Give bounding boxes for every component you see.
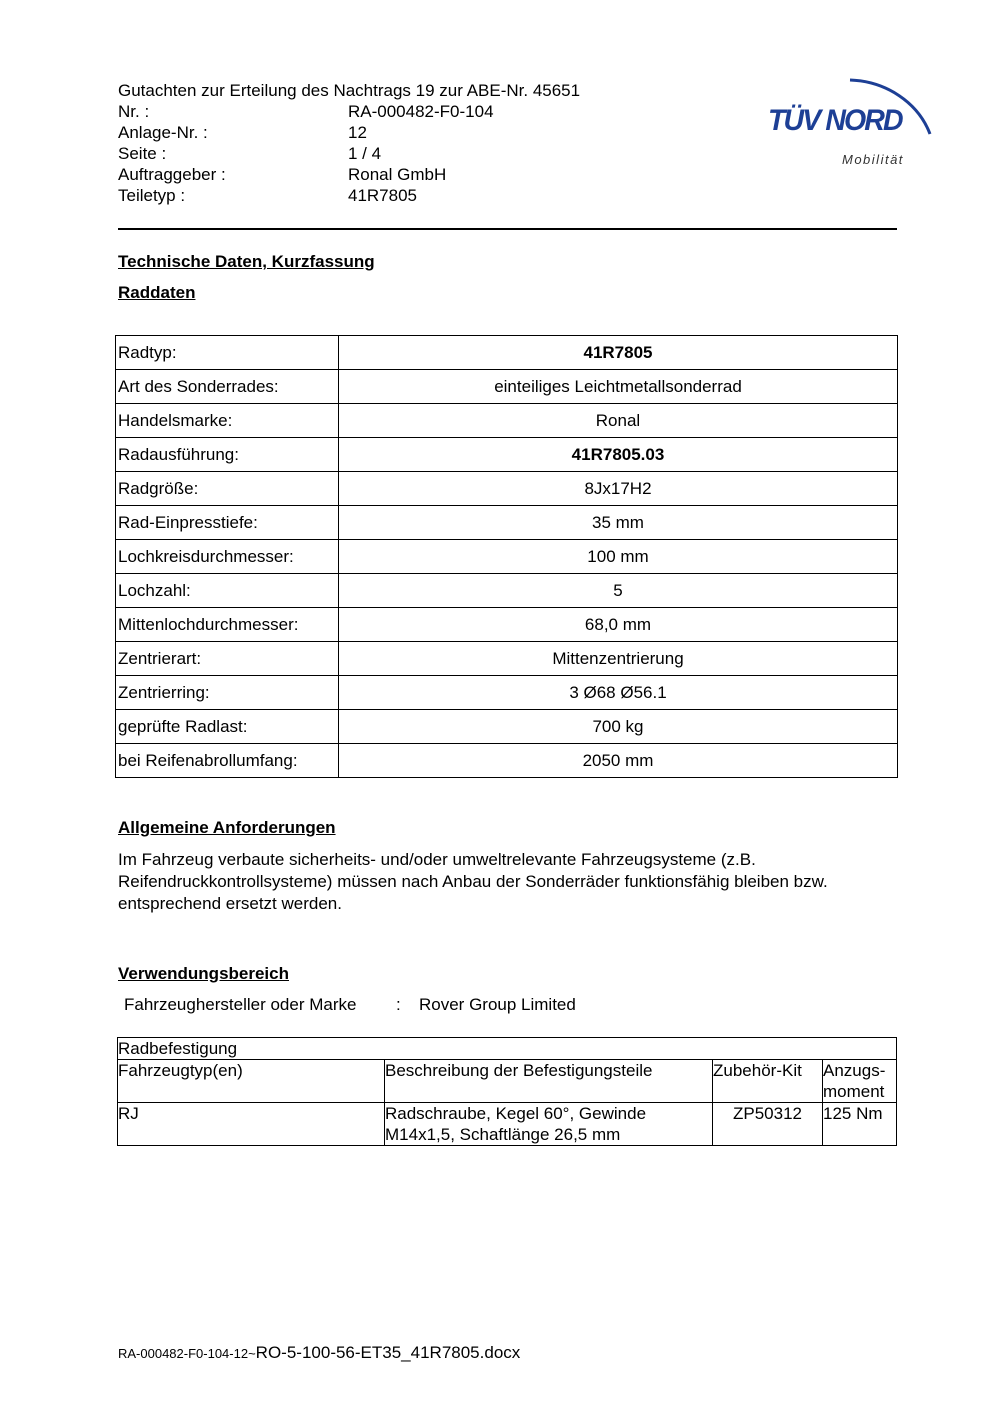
- table-row: [116, 370, 898, 404]
- spec-value: Ronal: [339, 404, 898, 438]
- wheel-fastening-table: [117, 1037, 897, 1146]
- meta-value: 12: [348, 123, 367, 142]
- fastening-table-title: Radbefestigung: [118, 1038, 897, 1060]
- meta-label: Auftraggeber :: [118, 165, 226, 184]
- spec-value: einteiliges Leichtmetallsonderrad: [339, 370, 898, 404]
- meta-label: Teiletyp :: [118, 186, 186, 205]
- column-header: Beschreibung der Befestigungsteile: [385, 1060, 713, 1103]
- spec-label: Art des Sonderrades:: [116, 370, 339, 404]
- spec-label: Radtyp:: [116, 336, 339, 370]
- manufacturer-separator: :: [396, 995, 401, 1014]
- spec-value: 2050 mm: [339, 744, 898, 778]
- meta-row-anlage: [118, 122, 580, 143]
- manufacturer-line: [124, 995, 576, 1015]
- table-row: [116, 540, 898, 574]
- spec-value: 5: [339, 574, 898, 608]
- spec-label: Lochzahl:: [116, 574, 339, 608]
- spec-label: Radausführung:: [116, 438, 339, 472]
- footer-filename: RO-5-100-56-ET35_41R7805.docx: [255, 1343, 521, 1362]
- section-heading-raddaten: Raddaten: [118, 283, 196, 302]
- spec-value: Mittenzentrierung: [339, 642, 898, 676]
- table-row: [116, 710, 898, 744]
- manufacturer-value: Rover Group Limited: [419, 995, 576, 1014]
- meta-row-auftraggeber: [118, 164, 580, 185]
- meta-label: Nr. :: [118, 102, 150, 121]
- spec-value: 41R7805: [339, 336, 898, 370]
- spec-label: Rad-Einpresstiefe:: [116, 506, 339, 540]
- spec-value: 35 mm: [339, 506, 898, 540]
- spec-value: 3 Ø68 Ø56.1: [339, 676, 898, 710]
- spec-value: 68,0 mm: [339, 608, 898, 642]
- table-row: [116, 506, 898, 540]
- meta-value: 41R7805: [348, 186, 418, 205]
- spec-label: Zentrierart:: [116, 642, 339, 676]
- table-row: [116, 438, 898, 472]
- tuev-nord-logo: [762, 56, 942, 171]
- table-row: [116, 336, 898, 370]
- column-header: Zubehör-Kit: [713, 1060, 823, 1103]
- wheel-data-table: [115, 335, 898, 778]
- meta-row-teiletyp: [118, 185, 580, 206]
- table-row: [116, 642, 898, 676]
- spec-label: Mittenlochdurchmesser:: [116, 608, 339, 642]
- table-title-row: [118, 1038, 897, 1060]
- spec-label: Zentrierring:: [116, 676, 339, 710]
- column-header: Fahrzeugtyp(en): [118, 1060, 385, 1103]
- spec-label: bei Reifenabrollumfang:: [116, 744, 339, 778]
- table-header-row: [118, 1060, 897, 1103]
- meta-value: Ronal GmbH: [348, 165, 447, 184]
- spec-value: 8Jx17H2: [339, 472, 898, 506]
- column-header: Anzugs- moment: [823, 1060, 897, 1103]
- meta-value: RA-000482-F0-104: [348, 102, 494, 121]
- spec-label: Lochkreisdurchmesser:: [116, 540, 339, 574]
- meta-value: 1 / 4: [348, 144, 382, 163]
- table-row: [116, 404, 898, 438]
- meta-label: Anlage-Nr. :: [118, 123, 208, 142]
- document-footer: [118, 1343, 520, 1363]
- table-cell: RJ: [118, 1103, 385, 1146]
- table-cell: Radschraube, Kegel 60°, Gewinde M14x1,5, Schaftlänge 26,5 mm: [385, 1103, 713, 1146]
- spec-label: geprüfte Radlast:: [116, 710, 339, 744]
- spec-value: 700 kg: [339, 710, 898, 744]
- section-heading-allgemeine-anforderungen: Allgemeine Anforderungen: [118, 818, 336, 837]
- table-cell: 125 Nm: [823, 1103, 897, 1146]
- logo-subtitle: Mobilität: [842, 152, 904, 167]
- table-row: [116, 744, 898, 778]
- meta-label: Seite :: [118, 144, 167, 163]
- table-row: [116, 676, 898, 710]
- general-requirements-text: Im Fahrzeug verbaute sicherheits- und/oder umweltrelevante Fahrzeugsysteme (z.B. Reifendruckkontrollsysteme) müssen nach Anbau der Sonderräder funktionsfähig bleiben bzw. entsprechend ersetzt werden.: [118, 850, 828, 913]
- meta-row-seite: [118, 143, 580, 164]
- report-title: Gutachten zur Erteilung des Nachtrags 19 zur ABE-Nr. 45651: [118, 81, 581, 100]
- table-row: [116, 472, 898, 506]
- meta-row-nr: [118, 101, 580, 122]
- footer-reference: RA-000482-F0-104-12~: [118, 1346, 256, 1361]
- table-row: [116, 574, 898, 608]
- spec-label: Radgröße:: [116, 472, 339, 506]
- section-heading-verwendungsbereich: Verwendungsbereich: [118, 964, 289, 983]
- spec-value: 100 mm: [339, 540, 898, 574]
- spec-label: Handelsmarke:: [116, 404, 339, 438]
- spec-value: 41R7805.03: [339, 438, 898, 472]
- section-heading-technische-daten: Technische Daten, Kurzfassung: [118, 252, 375, 271]
- table-cell: ZP50312: [713, 1103, 823, 1146]
- table-row: [118, 1103, 897, 1146]
- document-header: [118, 80, 580, 206]
- logo-wordmark: TÜV NORD: [768, 104, 902, 137]
- manufacturer-label: Fahrzeughersteller oder Marke: [124, 995, 357, 1014]
- table-row: [116, 608, 898, 642]
- header-divider: [118, 228, 897, 230]
